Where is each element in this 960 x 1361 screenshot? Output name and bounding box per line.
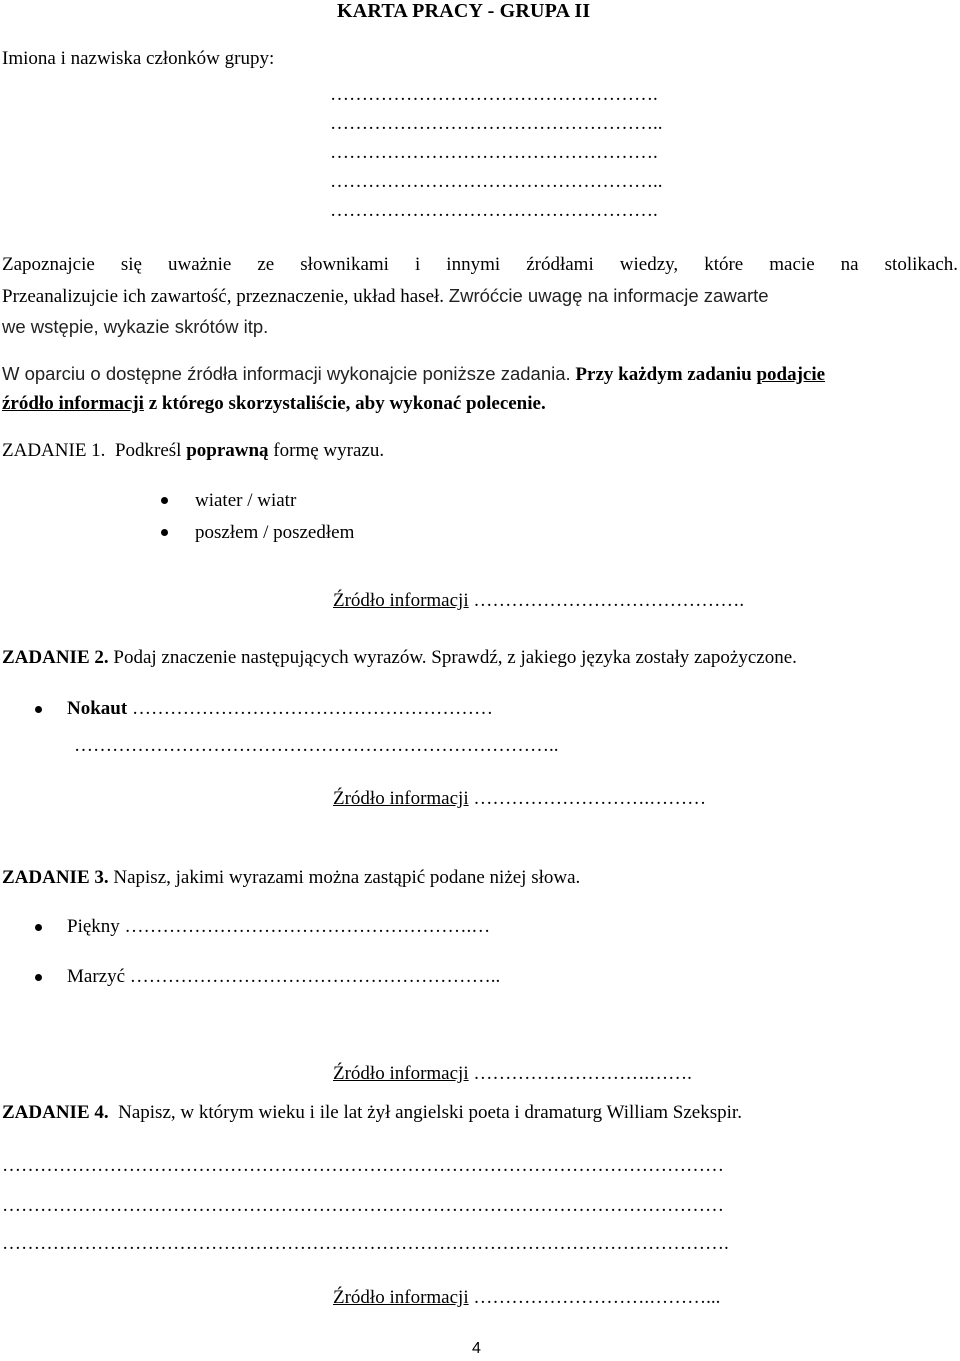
task2-source [333, 788, 706, 810]
task4-text: Napisz, w którym wieku i ile lat żył angielski poeta i dramaturg William Szekspir. [118, 1102, 742, 1123]
task3-item-1-word: Piękny [67, 916, 120, 937]
task3-item-1-field[interactable]: ……………………………………………….… [124, 916, 491, 937]
intro-line-3: we wstępie, wykazie skrótów itp. [2, 316, 269, 337]
intro-line-5-source: źródło informacji [2, 393, 144, 414]
task2-answer-field-2[interactable]: ………………………………………………………………….. [74, 735, 559, 756]
task3-item-1 [67, 916, 490, 938]
task4-source-field[interactable]: ……………………….………... [473, 1287, 721, 1308]
task4-source [333, 1287, 720, 1309]
task3-item-2-field[interactable]: ………………………………………………….. [129, 966, 501, 987]
member-line-4[interactable]: …………………………………………….. [330, 171, 663, 192]
task1-text-b: poprawną [186, 440, 269, 461]
members-label: Imiona i nazwiska członków grupy: [2, 48, 275, 69]
task3-item-2 [67, 966, 500, 988]
task2-heading [2, 647, 797, 669]
bullet-icon [35, 924, 42, 931]
task4-answer-line-2[interactable]: …………………………………………………………………………………………………… [2, 1195, 724, 1216]
task1-text-a: Podkreśl [114, 440, 182, 461]
task1-text-c: formę wyrazu. [273, 440, 385, 461]
intro-line-5 [2, 393, 546, 415]
intro-line-4 [2, 363, 825, 386]
task2-label: ZADANIE 2. [2, 647, 109, 668]
task3-source [333, 1063, 692, 1085]
member-line-1[interactable]: ……………………………………………. [330, 84, 658, 105]
task3-heading [2, 867, 580, 889]
task2-source-field[interactable]: ……………………….……… [473, 788, 707, 809]
task4-label: ZADANIE 4. [2, 1102, 109, 1123]
bullet-icon [35, 974, 42, 981]
task3-label: ZADANIE 3. [2, 867, 109, 888]
task4-answer-line-1[interactable]: …………………………………………………………………………………………………… [2, 1155, 724, 1176]
task1-heading [2, 440, 384, 462]
intro-line-2-part-a: Przeanalizujcie ich zawartość, przeznaczenie, układ haseł. [2, 286, 445, 307]
task3-text: Napisz, jakimi wyrazami można zastąpić podane niżej słowa. [113, 867, 581, 888]
task1-source [333, 590, 744, 612]
task2-word: Nokaut [67, 698, 128, 719]
member-line-2[interactable]: …………………………………………….. [330, 113, 663, 134]
bullet-icon [161, 529, 168, 536]
task1-source-field[interactable]: ……………………………………. [473, 590, 745, 611]
task1-item-2: poszłem / poszedłem [195, 522, 355, 543]
task2-source-label: Źródło informacji [333, 788, 469, 809]
task2-text: Podaj znaczenie następujących wyrazów. Sprawdź, z jakiego języka zostały zapożyczone. [113, 647, 797, 668]
page-number: 4 [472, 1340, 481, 1357]
task3-item-2-word: Marzyć [67, 966, 126, 987]
intro-line-5-rest: z którego skorzystaliście, aby wykonać polecenie. [148, 393, 546, 414]
intro-line-4-part-c: podajcie [756, 364, 826, 385]
intro-line-2 [2, 285, 769, 308]
task2-word-line [67, 698, 493, 720]
task3-source-label: Źródło informacji [333, 1063, 469, 1084]
member-line-3[interactable]: ……………………………………………. [330, 142, 658, 163]
member-line-5[interactable]: ……………………………………………. [330, 200, 658, 221]
intro-line-1: Zapoznajcie się uważnie ze słownikami i innymi źródłami wiedzy, które macie na stolikach. [2, 254, 958, 275]
task1-item-1: wiater / wiatr [195, 490, 297, 511]
intro-line-4-part-b: Przy każdym zadaniu [575, 364, 752, 385]
task2-answer-field-1[interactable]: ………………………………………………… [131, 698, 493, 719]
worksheet-title: KARTA PRACY - GRUPA II [337, 0, 591, 22]
task3-source-field[interactable]: ……………………….……. [473, 1063, 692, 1084]
bullet-icon [161, 497, 168, 504]
task4-answer-line-3[interactable]: ……………………………………………………………………………………………………. [2, 1233, 729, 1254]
task1-source-label: Źródło informacji [333, 590, 469, 611]
task4-heading [2, 1102, 742, 1124]
intro-line-2-part-b: Zwróćcie uwagę na informacje zawarte [448, 285, 769, 306]
task4-source-label: Źródło informacji [333, 1287, 469, 1308]
task1-label: ZADANIE 1. [2, 440, 106, 461]
bullet-icon [35, 706, 42, 713]
intro-line-4-part-a: W oparciu o dostępne źródła informacji wykonajcie poniższe zadania. [2, 363, 571, 384]
